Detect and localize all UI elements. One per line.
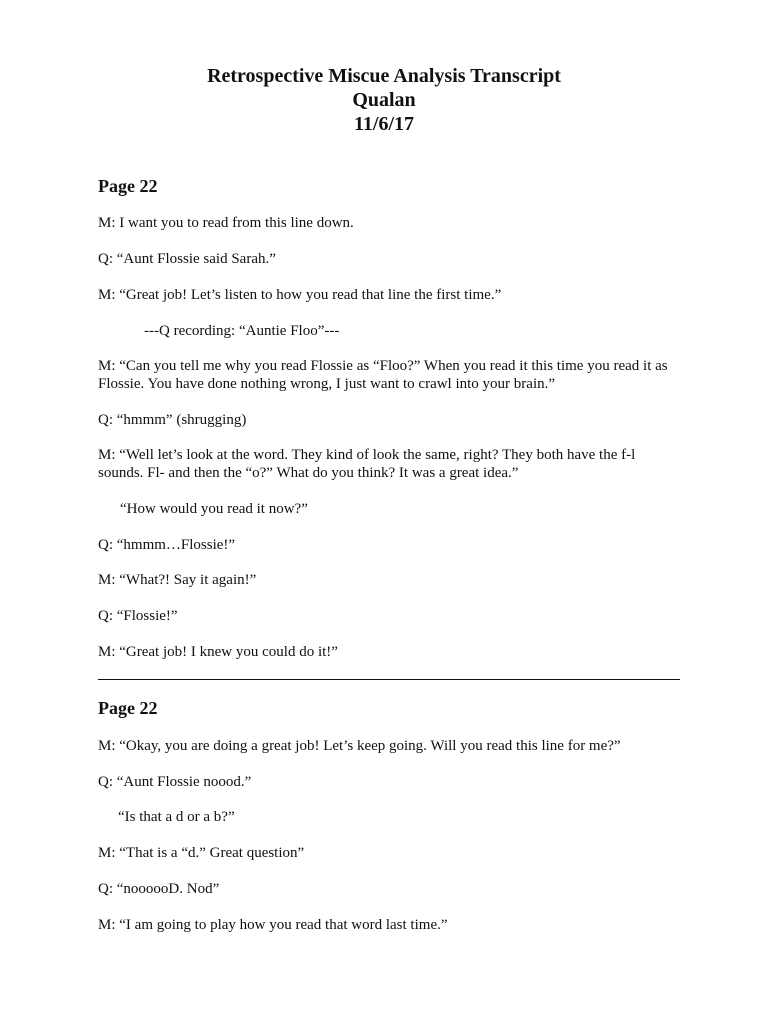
section-2-heading: Page 22 (98, 698, 158, 718)
transcript-line: M: “Great job! I knew you could do it!” (98, 644, 338, 660)
transcript-line: M: “Well let’s look at the word. They kind of look the same, right? They both have the f-l (98, 447, 636, 463)
transcript-line: Q: “Aunt Flossie said Sarah.” (98, 251, 276, 267)
transcript-line: “How would you read it now?” (120, 501, 308, 517)
transcript-line: M: “I am going to play how you read that word last time.” (98, 917, 448, 933)
transcript-line: Q: “hmmm” (shrugging) (98, 412, 247, 428)
transcript-line: Flossie. You have done nothing wrong, I just want to crawl into your brain.” (98, 376, 556, 392)
transcript-line: Q: “Flossie!” (98, 608, 178, 624)
transcript-line: Q: “Aunt Flossie noood.” (98, 774, 252, 790)
transcript-line: Q: “hmmm…Flossie!” (98, 537, 236, 553)
document-title-block (0, 64, 768, 136)
transcript-line: M: “Can you tell me why you read Flossie as “Floo?” When you read it this time you read it as (98, 358, 668, 374)
transcript-line: M: I want you to read from this line down. (98, 215, 354, 231)
transcript-line: M: “Great job! Let’s listen to how you read that line the first time.” (98, 287, 502, 303)
document-title: Retrospective Miscue Analysis Transcript (207, 65, 561, 87)
transcript-line: sounds. Fl- and then the “o?” What do you think? It was a great idea.” (98, 465, 519, 481)
transcript-line: Q: “noooooD. Nod” (98, 881, 220, 897)
transcript-line: “Is that a d or a b?” (118, 809, 235, 825)
transcript-line: M: “Okay, you are doing a great job! Let’s keep going. Will you read this line for me?” (98, 738, 621, 754)
recording-note: ---Q recording: “Auntie Floo”--- (144, 323, 340, 339)
student-name: Qualan (352, 89, 416, 111)
section-1-heading: Page 22 (98, 176, 158, 196)
document-date: 11/6/17 (353, 113, 414, 135)
transcript-line: M: “What?! Say it again!” (98, 572, 257, 588)
transcript-line: M: “That is a “d.” Great question” (98, 845, 305, 861)
section-divider (98, 679, 680, 680)
